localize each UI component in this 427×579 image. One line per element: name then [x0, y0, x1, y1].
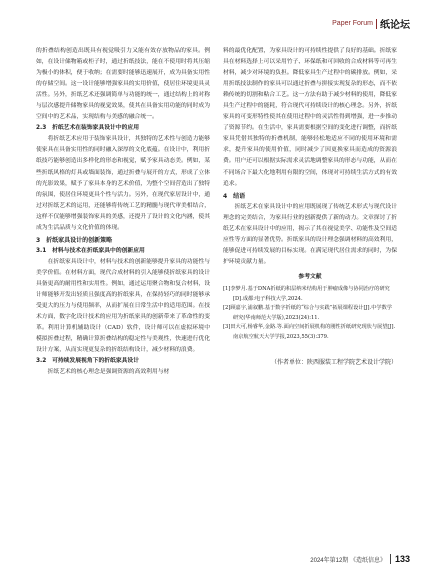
left-column	[36, 46, 210, 378]
paragraph: 在折纸家具设计中，材料与技术的创新能够提升家具的功能性与美学价值。在材料方面，现代合成材料的引入能够使折纸家具的设计具备更高的耐用性和实用性。例如，通过运用聚合物和复合材料，设计师能够开发出轻质且强度高的折纸家具，在保持轻巧的同时能够承受更大的压力与使用频率，从而扩展在日常生活中的适用范围。在技术方面，数字化设计技术的应用为折纸家具的创新带来了革命性的变革。利用计算机辅助设计（CAD）软件，设计师可以在虚拟环境中模拟折叠过程，精确计算折叠结构的稳定性与美观性，快速进行优化设计方案，从而实现更复杂的折纸结构设计，减少材料的浪费。	[36, 258, 210, 354]
paragraph: 料的最优化配置，为家具设计的可持续性提供了良好的基础。折纸家具在材料选择上可以采用竹子、环保纸和可回收的合成材料等可再生材料，减少对环境的负担。降低家具生产过程中的碳排放。例如，采用折纸技法制作的家具可以通过折叠与拼接实现复杂的形态，而不依赖传统的切割和粘合工艺。这一方法有助于减少材料的使用，降低家具生产过程中的能耗，符合现代可持续设计的核心理念。另外，折纸家具的可变形特性使其在使用过程中的灵活性得到增强，进一步推动了资源节约。在生活中，家具需要根据空间的变化进行调整，而折纸家具凭借其独特的折叠机制，能够轻松地适应不同的使用环境和需求，提升家具的使用价值，同时减少了因更换家具而造成的资源浪费。用户还可以根据实际需求灵活地调整家具的形态与功能，从而在不同场合下最大化地利用有限的空间，体现对可持续生活方式的有效追求。	[223, 48, 397, 187]
paragraph: 折纸艺术的核心理念是强调资源的高效利用与材	[47, 369, 170, 376]
right-column	[223, 46, 397, 368]
reference-item: [2]顾嘉宇,浦叙鹏.基于数字折纸的“综合与实践”拓展课程设计[J].中学数学研究(华南师范大学版),2023(24):11.	[223, 305, 392, 321]
footer-divider	[390, 554, 391, 564]
references-heading: 参考文献	[298, 273, 322, 280]
journal-issue: 2024年第12期 《造纸信息》	[310, 557, 386, 564]
reference-item: [1]李梦月.基于DNA折纸的积层纳米结构用于肿瘤成像与协同治疗的研究[D].成都:电子科技大学,2024.	[223, 285, 390, 302]
section-heading-3-2: 3.2 可持续发展视角下的折纸家具设计	[36, 358, 140, 365]
reference-item: [3]田大可,杨睿华,金路.等.面向空间折展机构的刚性折纸研究现状与展望[J].南京航空航天大学学报,2023,55(3):379.	[223, 324, 396, 340]
paragraph: 的折叠结构创造出既具有视觉吸引力又能有效存放物品的家具。例如，在设计储物箱或柜子时，通过折纸技法，能在不使用时将其压缩为极小的体积，便于收纳；在需要时能够迅速展开，成为具备实用性的存储空间。这一设计能够增强家具的实用价值，使居住环境更具灵活性。另外，折纸艺术还强调简单与功能的统一，通过结构上的对称与层次感提升储物家具的视觉效果，使其在具备实用功能的同时成为空间中的艺术品，实现结构与美感的融合统一。	[36, 48, 210, 121]
author-affiliation: （作者单位：陕西服装工程学院艺术设计学院）	[270, 358, 397, 366]
paragraph: 折纸艺术在家具设计中的应用既展现了传统艺术形式与现代设计理念的完美结合，为家具行业的创新提供了新的动力。文章探讨了折纸艺术在家具设计中的应用，揭示了其在视觉美学、功能性及空间适应性等方面的显著优势。折纸家具的设计理念强调材料的高效利用，能够促进可持续发展的目标实现。在满足现代居住需求的同时，为保护环境贡献力量。	[223, 203, 397, 265]
page-footer	[310, 554, 410, 564]
section-heading-3-1: 3.1 材料与技术在折纸家具中的创新应用	[36, 247, 145, 254]
section-heading-3: 3 折纸家具设计的创新策略	[36, 236, 113, 244]
section-heading-2-3: 2.3 折纸艺术在装饰家具设计中的应用	[36, 125, 140, 132]
paragraph: 将折纸艺术应用于装饰家具设计，其独特的艺术性与创造力能够使家具在具备实用性的同时融入深厚的文化底蕴。在设计中，利用折纸技巧能够创造出多样化的形态和视觉，赋予家具动态美。例如，某些折纸风格的灯具或墙面装饰，通过折叠与展开的方式，形成了立体的光影效果，赋予了家具本身的艺术价值，为整个空间营造出了独特的氛围，使居住环境更具个性与活力。另外，在现代家居设计中，通过对折纸艺术的运用，还能够将传统工艺的精髓与现代审美相结合，这样不仅能够增强装饰家具的美感，还提升了设计的文化内涵，使其成为生活品质与文化价值的体现。	[36, 136, 210, 231]
page-number: 133	[394, 554, 410, 564]
section-heading-4: 4 结语	[223, 192, 246, 200]
column-name-cn: 纸论坛	[380, 20, 410, 31]
column-name-en: Paper Forum	[332, 20, 373, 27]
header-divider	[376, 19, 377, 29]
page-header	[332, 16, 410, 31]
